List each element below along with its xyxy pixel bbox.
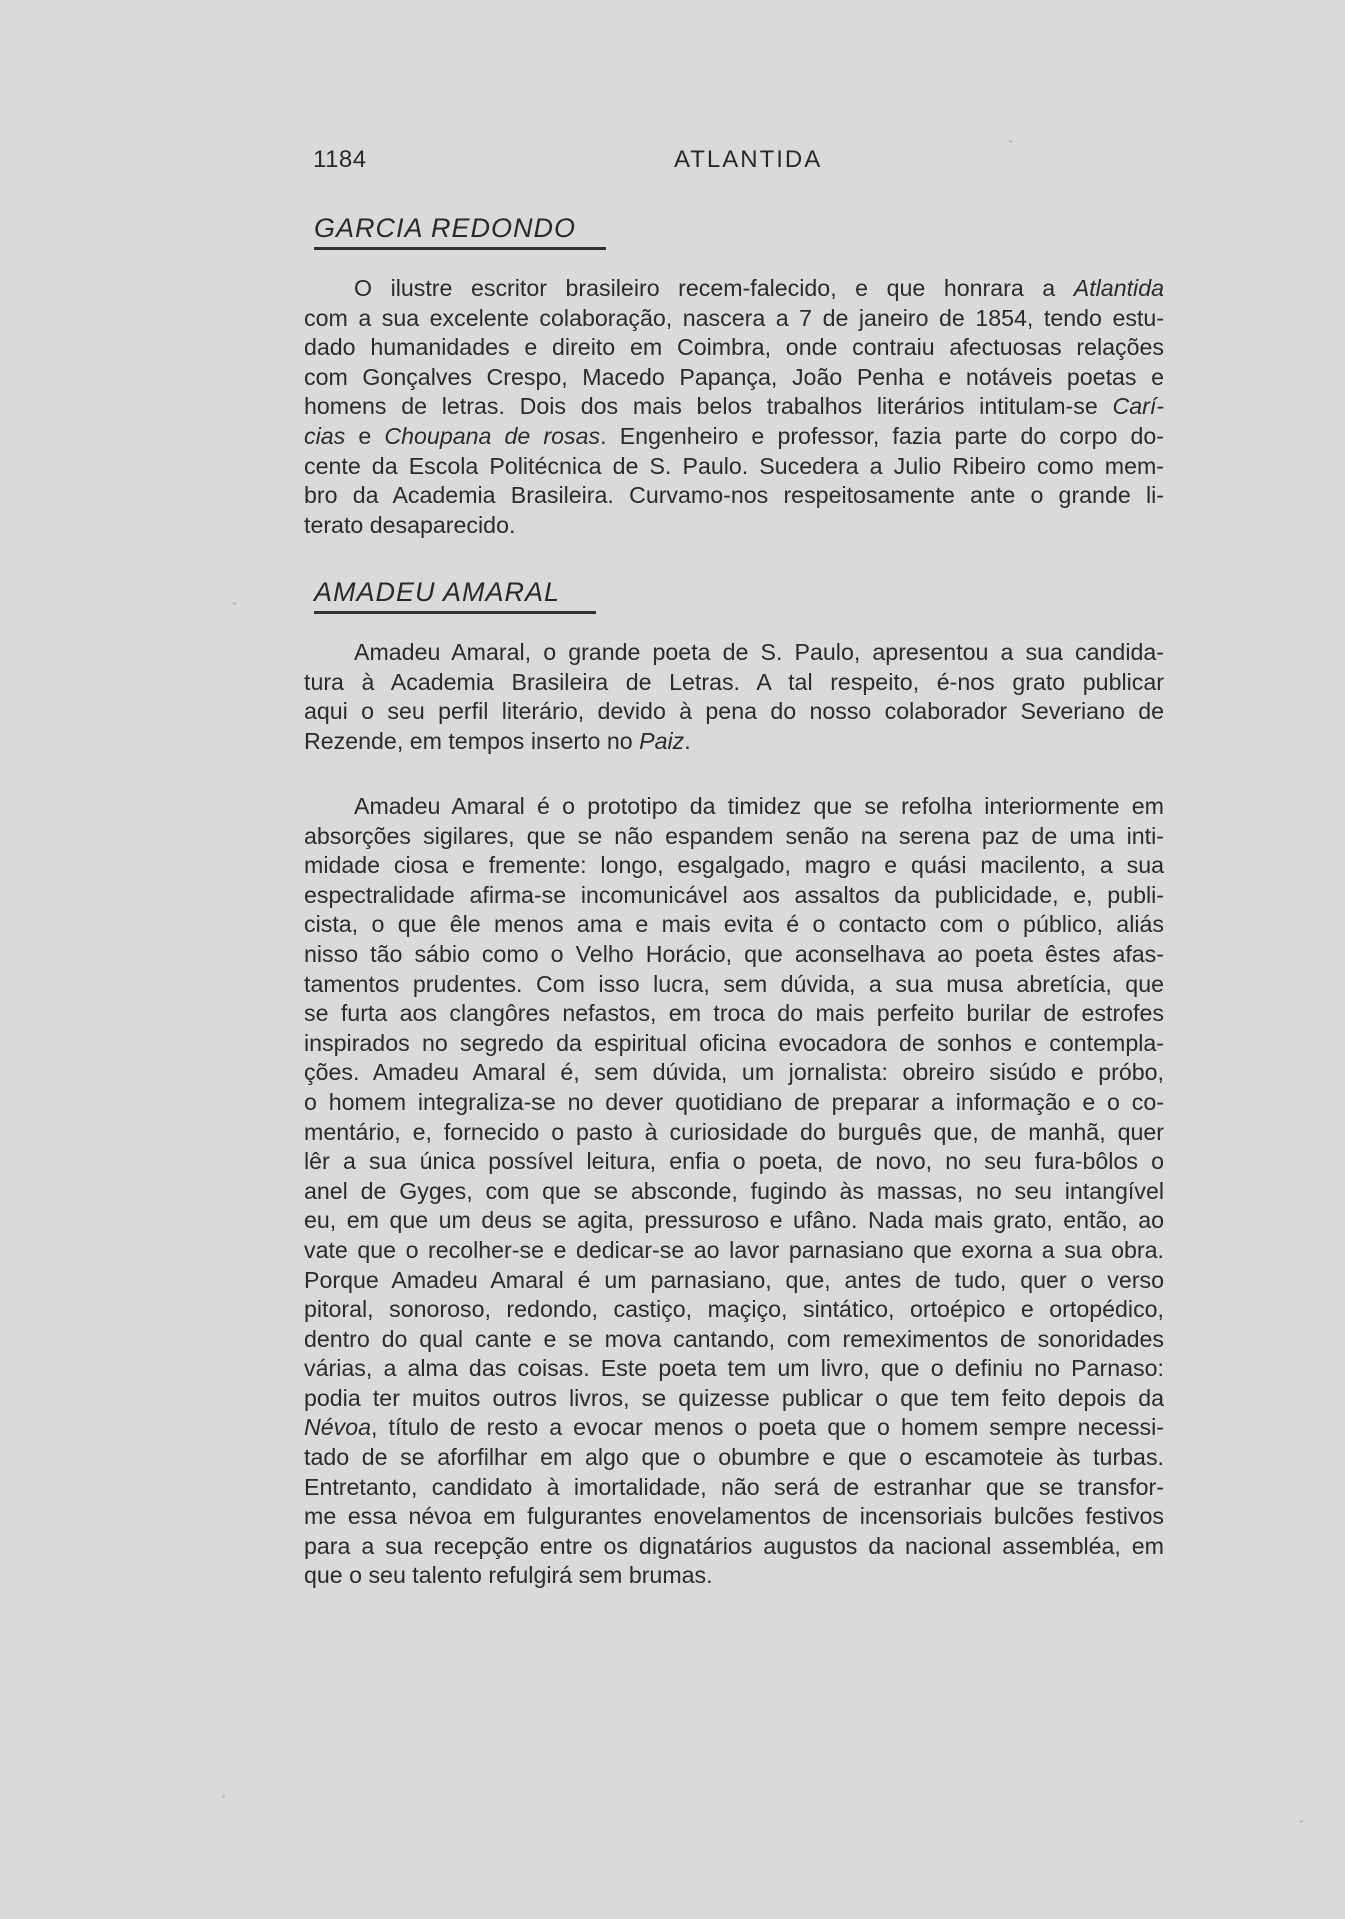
text-line: cias e Choupana de rosas. Engenheiro e professor, fazia parte do corpo do- <box>304 422 1164 449</box>
paragraph-garcia-redondo <box>304 274 1164 540</box>
text-line: o homem integraliza-se no dever quotidiano de preparar a informação e o co- <box>304 1088 1164 1115</box>
text-line: lêr a sua única possível leitura, enfia o poeta, de novo, no seu fura-bôlos o <box>304 1148 1164 1175</box>
page-number: 1184 <box>313 146 367 173</box>
text-line: bro da Academia Brasileira. Curvamo-nos respeitosamente ante o grande li- <box>304 482 1164 509</box>
text-line: cista, o que êle menos ama e mais evita é o contacto com o público, aliás <box>304 911 1164 938</box>
section-heading-text: GARCIA REDONDO <box>314 213 577 243</box>
paper-speck <box>222 1795 225 1798</box>
text-line: Entretanto, candidato à imortalidade, não será de estranhar que se transfor- <box>304 1473 1164 1500</box>
text-line: Rezende, em tempos inserto no Paiz. <box>304 727 691 754</box>
text-line: aqui o seu perfil literário, devido à pena do nosso colaborador Severiano de <box>304 698 1164 725</box>
text-line: tado de se aforfilhar em algo que o obumbre e que o escamoteie às turbas. <box>304 1444 1164 1471</box>
text-line: Porque Amadeu Amaral é um parnasiano, que, antes de tudo, quer o verso <box>304 1266 1164 1293</box>
text-line: nisso tão sábio como o Velho Horácio, que aconselhava ao poeta êstes afas- <box>304 940 1164 967</box>
text-line: O ilustre escritor brasileiro recem-falecido, e que honrara a Atlantida <box>354 275 1164 301</box>
text-line: várias, a alma das coisas. Este poeta tem um livro, que o definiu no Parnaso: <box>304 1355 1164 1382</box>
text-line: pitoral, sonoroso, redondo, castiço, maçiço, sintático, ortoépico e ortopédico, <box>304 1296 1164 1323</box>
text-line: que o seu talento refulgirá sem brumas. <box>304 1562 713 1589</box>
section-heading-amadeu-amaral <box>314 577 596 614</box>
text-line: me essa névoa em fulgurantes enovelamentos de incensoriais bulcões festivos <box>304 1503 1164 1530</box>
text-line: se furta aos clangôres nefastos, em troca do mais perfeito burilar de estrofes <box>304 1000 1164 1027</box>
paragraph-amadeu-profile <box>304 792 1164 1591</box>
paper-speck <box>233 602 236 605</box>
heading-underline <box>314 247 606 250</box>
text-line: para a sua recepção entre os dignatários augustos da nacional assembléa, em <box>304 1532 1164 1559</box>
section-heading-garcia-redondo <box>314 213 606 250</box>
paper-speck <box>1009 140 1012 143</box>
heading-underline <box>314 611 596 614</box>
text-line: homens de letras. Dois dos mais belos trabalhos literários intitulam-se Carí- <box>304 393 1164 420</box>
text-line: Amadeu Amaral, o grande poeta de S. Paulo, apresentou a sua candida- <box>354 639 1164 665</box>
paragraph-amadeu-intro <box>304 638 1164 756</box>
text-line: anel de Gyges, com que se absconde, fugindo às massas, no seu intangível <box>304 1177 1164 1204</box>
text-line: vate que o recolher-se e dedicar-se ao lavor parnasiano que exorna a sua obra. <box>304 1236 1164 1263</box>
text-line: podia ter muitos outros livros, se quizesse publicar o que tem feito depois da <box>304 1384 1164 1411</box>
text-line: Névoa, título de resto a evocar menos o poeta que o homem sempre necessi- <box>304 1414 1164 1441</box>
text-line: dado humanidades e direito em Coimbra, onde contraiu afectuosas relações <box>304 334 1164 361</box>
text-line: tamentos prudentes. Com isso lucra, sem dúvida, a sua musa abretícia, que <box>304 970 1164 997</box>
text-line: tura à Academia Brasileira de Letras. A tal respeito, é-nos grato publicar <box>304 668 1164 695</box>
text-line: inspirados no segredo da espiritual oficina evocadora de sonhos e contempla- <box>304 1029 1164 1056</box>
text-line: absorções sigilares, que se não espandem senão na serena paz de uma inti- <box>304 822 1164 849</box>
journal-title: ATLANTIDA <box>674 146 823 173</box>
text-line: dentro do qual cante e se mova cantando, com remeximentos de sonoridades <box>304 1325 1164 1352</box>
text-line: terato desaparecido. <box>304 511 516 538</box>
text-line: eu, em que um deus se agita, pressuroso e ufâno. Nada mais grato, então, ao <box>304 1207 1164 1234</box>
section-heading-text: AMADEU AMARAL <box>314 577 561 607</box>
text-line: com Gonçalves Crespo, Macedo Papança, João Penha e notáveis poetas e <box>304 363 1164 390</box>
text-line: espectralidade afirma-se incomunicável aos assaltos da publicidade, e, publi- <box>304 881 1164 908</box>
text-line: mentário, e, fornecido o pasto à curiosidade do burguês que, de manhã, quer <box>304 1118 1164 1145</box>
running-head <box>313 146 1183 178</box>
paper-speck <box>1300 1820 1303 1823</box>
text-line: midade ciosa e fremente: longo, esgalgado, magro e quási macilento, a sua <box>304 852 1164 879</box>
text-line: cente da Escola Politécnica de S. Paulo. Sucedera a Julio Ribeiro como mem- <box>304 452 1164 479</box>
text-line: ções. Amadeu Amaral é, sem dúvida, um jornalista: obreiro sisúdo e próbo, <box>304 1059 1164 1086</box>
text-line: com a sua excelente colaboração, nascera a 7 de janeiro de 1854, tendo estu- <box>304 304 1164 331</box>
text-line: Amadeu Amaral é o prototipo da timidez que se refolha interiormente em <box>354 793 1164 819</box>
